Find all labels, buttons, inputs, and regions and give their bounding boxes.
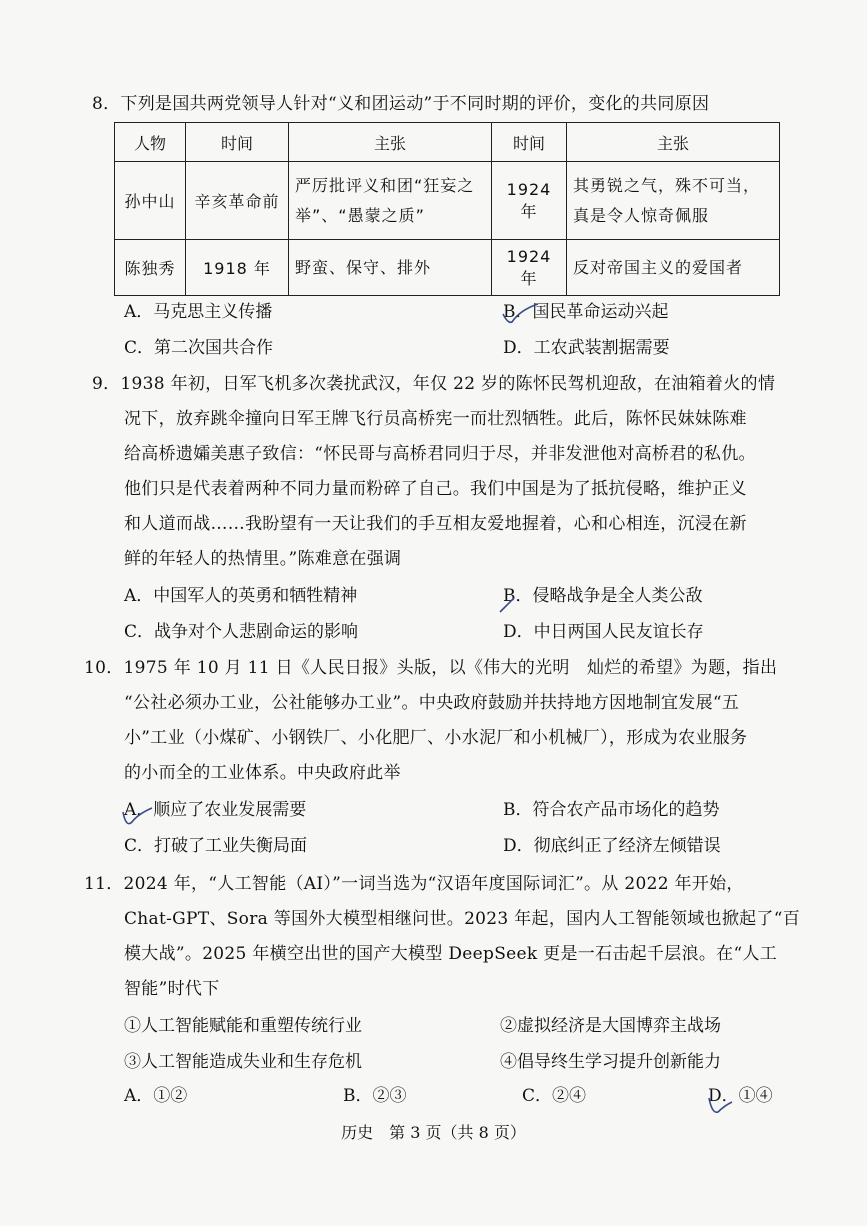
q9-option-b[interactable]: B．侵略战争是全人类公敌	[503, 586, 703, 606]
q10-option-a[interactable]: A．顺应了农业发展需要	[124, 800, 307, 820]
q11-line: 模大战”。2025 年横空出世的国产大模型 DeepSeek 更是一石击起千层浪。在“人工	[124, 944, 778, 964]
q10-line: 小”工业（小煤矿、小钢铁厂、小化肥厂、小水泥厂和小机械厂），形成为农业服务	[124, 728, 748, 748]
view-line: 其勇锐之气，殊不可当，	[573, 175, 761, 195]
q9-option-c[interactable]: C．战争对个人悲剧命运的影响	[124, 622, 359, 642]
q11-option-d[interactable]: D．①④	[708, 1086, 773, 1106]
checkmark-icon	[120, 804, 154, 830]
table-cell-view: 反对帝国主义的爱国者	[567, 240, 780, 296]
table-cell-person: 孙中山	[115, 162, 186, 240]
table-cell-time: 1924 年	[492, 240, 567, 296]
q9-option-a[interactable]: A．中国军人的英勇和牺牲精神	[124, 586, 358, 606]
table-cell-person: 陈独秀	[115, 240, 186, 296]
q10-line: “公社必须办工业，公社能够办工业”。中央政府鼓励并扶持地方因地制宜发展“五	[124, 693, 740, 713]
table-cell-time: 辛亥革命前	[186, 162, 289, 240]
q9-option-d[interactable]: D．中日两国人民友谊长存	[503, 622, 704, 642]
checkmark-icon	[706, 1094, 736, 1116]
table-header-row	[115, 123, 780, 162]
table-header: 人物	[115, 123, 186, 162]
q10-line: 的小而全的工业体系。中央政府此举	[124, 763, 401, 783]
table-cell-time: 1924 年	[492, 162, 567, 240]
q11-option-c[interactable]: C．②④	[522, 1086, 587, 1106]
q9-line: 9．1938 年初，日军飞机多次袭扰武汉，年仅 22 岁的陈怀民驾机迎敌，在油箱着火的情	[92, 374, 776, 394]
q11-item: ③人工智能造成失业和生存危机	[124, 1052, 362, 1072]
table-header: 主张	[567, 123, 780, 162]
q11-item: ①人工智能赋能和重塑传统行业	[124, 1016, 362, 1036]
q8-stem: 8．下列是国共两党领导人针对“义和团运动”于不同时期的评价，变化的共同原因	[92, 94, 710, 114]
checkmark-icon	[500, 302, 540, 326]
q8-option-a[interactable]: A．马克思主义传播	[124, 302, 273, 322]
q11-item: ②虚拟经济是大国博弈主战场	[500, 1016, 721, 1036]
view-line: 举”、“愚蒙之质”	[295, 205, 425, 225]
q11-line: 智能”时代下	[124, 979, 220, 999]
table-header: 时间	[186, 123, 289, 162]
table-header: 主张	[289, 123, 492, 162]
q9-line: 他们只是代表着两种不同力量而粉碎了自己。我们中国是为了抵抗侵略，维护正义	[124, 479, 747, 499]
checkmark-icon	[498, 596, 518, 614]
q8-table	[114, 122, 780, 296]
q11-option-a[interactable]: A．①②	[124, 1086, 188, 1106]
table-row	[115, 162, 780, 240]
table-cell-time: 1918 年	[186, 240, 289, 296]
view-line: 真是令人惊奇佩服	[573, 205, 710, 225]
page-footer: 历史 第 3 页（共 8 页）	[341, 1123, 526, 1142]
q9-line: 鲜的年轻人的热情里。”陈难意在强调	[124, 549, 402, 569]
q11-line: 11．2024 年，“人工智能（AI）”一词当选为“汉语年度国际词汇”。从 2022 年开始，	[84, 874, 744, 894]
q11-option-b[interactable]: B．②③	[343, 1086, 407, 1106]
q8-option-d[interactable]: D．工农武装割据需要	[503, 338, 670, 358]
view-line: 严厉批评义和团“狂妄之	[295, 175, 475, 195]
q10-line: 10．1975 年 10 月 11 日《人民日报》头版，以《伟大的光明 灿烂的希望》为题，指出	[84, 658, 778, 678]
q10-option-b[interactable]: B．符合农产品市场化的趋势	[503, 800, 720, 820]
table-cell-view	[289, 162, 492, 240]
q8-option-b[interactable]: B．国民革命运动兴起	[503, 302, 669, 322]
q11-line: Chat-GPT、Sora 等国外大模型相继问世。2023 年起，国内人工智能领域也掀起了“百	[124, 909, 801, 929]
table-row	[115, 240, 780, 296]
table-cell-view	[567, 162, 780, 240]
table-header: 时间	[492, 123, 567, 162]
table-cell-view: 野蛮、保守、排外	[289, 240, 492, 296]
q9-line: 给高桥遗孀美惠子致信：“怀民哥与高桥君同归于尽，并非发泄他对高桥君的私仇。	[124, 444, 756, 464]
q11-item: ④倡导终生学习提升创新能力	[500, 1052, 721, 1072]
q10-option-c[interactable]: C．打破了工业失衡局面	[124, 836, 308, 856]
q10-option-d[interactable]: D．彻底纠正了经济左倾错误	[503, 836, 721, 856]
q9-line: 和人道而战……我盼望有一天让我们的手互相友爱地握着，心和心相连，沉浸在新	[124, 514, 747, 534]
q8-option-c[interactable]: C．第二次国共合作	[124, 338, 274, 358]
q9-line: 况下，放弃跳伞撞向日军王牌飞行员高桥宪一而壮烈牺牲。此后，陈怀民妹妹陈难	[124, 409, 747, 429]
